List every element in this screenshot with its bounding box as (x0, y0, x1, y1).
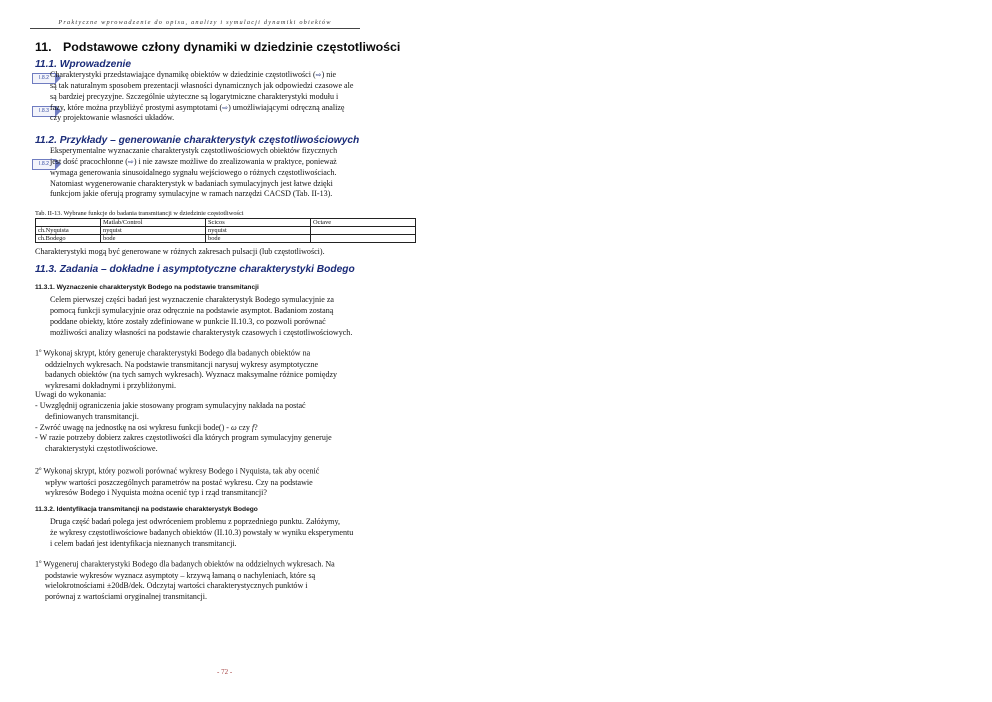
text-line: porównaj z wartościami oryginalnej transmitancji. (45, 592, 208, 602)
text-line: jest dość pracochłonne (⇨) i nie zawsze możliwe do zrealizowania w praktyce, ponieważ (50, 156, 337, 166)
table-row (36, 235, 416, 243)
margin-reference-tag[interactable]: I.8.2 (32, 73, 56, 84)
table-row (36, 227, 416, 235)
text-line: funkcjom jakie oferują programy symulacyjne w ramach narzędzi CACSD (Tab. II-13). (50, 189, 333, 199)
margin-reference-tag[interactable]: I.8.3 (32, 106, 56, 117)
text-line: Natomiast wygenerowanie charakterystyk w badaniach symulacyjnych jest łatwe dzięki (50, 178, 333, 188)
chapter-title: Podstawowe człony dynamiki w dziedzinie częstotliwości (63, 40, 401, 54)
subsection-heading-11-3-1: 11.3.1. Wyznaczenie charakterystyk Bodego na podstawie transmitancji (35, 284, 259, 291)
text-line: fazy, które można przybliżyć prostymi asymptotami (⇨) umożliwiającymi odręczną analizę (50, 102, 345, 112)
text-line: - Zwróć uwagę na jednostkę na osi wykresu funkcji bode() - ω czy f? (35, 422, 258, 432)
text-line: - W razie potrzeby dobierz zakres częstotliwości dla których program symulacyjny generuje (35, 433, 332, 443)
task-number: 1 (35, 348, 40, 358)
section-heading-11-2: 11.2. Przykłady – generowanie charakterystyk częstotliwościowych (35, 135, 360, 146)
document-page (30, 0, 415, 702)
arrow-right-icon[interactable]: ⇨ (127, 157, 134, 166)
text-line: - Uwzględnij ograniczenia jakie stosowany program symulacyjny nakłada na postać (35, 400, 306, 410)
text-line: wymaga generowania sinusoidalnego sygnału wejściowego o różnych częstotliwościach. (50, 167, 337, 177)
table-caption: Tab. II-13. Wybrane funkcje do badania transmitancji w dziedzinie częstotliwości (35, 210, 244, 217)
notes-title: Uwagi do wykonania: (35, 390, 107, 399)
text-line: Charakterystyki przedstawiające dynamikę obiektów w dziedzinie częstotliwości (⇨) nie (50, 70, 337, 79)
running-header: Praktyczne wprowadzenie do opisu, analizy i symulacji dynamiki obiektów (30, 19, 360, 29)
table-cell: Octave (311, 219, 416, 227)
table-cell: bode (206, 235, 311, 243)
subsection-heading-11-3-2: 11.3.2. Identyfikacja transmitancji na podstawie charakterystyk Bodego (35, 506, 258, 513)
text-line: i celem badań jest identyfikacja nieznanych transmitancji. (50, 538, 237, 548)
text-line: pomocą funkcji symulacyjnie oraz odręcznie na podstawie asymptot. Badaniom zostaną (50, 305, 334, 315)
text-line: Celem pierwszej części badań jest wyznaczenie charakterystyk Bodego symulacyjnie za (50, 295, 334, 304)
arrow-right-icon[interactable]: ⇨ (222, 103, 229, 112)
text-line: 1$^o$ Wygeneruj charakterystyki Bodego dla badanych obiektów na oddzielnych wykresach. Na (35, 559, 335, 569)
table-cell: Scicos (206, 219, 311, 227)
text-line: że wykresy częstotliwościowe badanych obiektów (II.10.3) powstały w wyniku eksperymentu (50, 527, 354, 537)
task-number: 1 (35, 559, 40, 569)
text-line: 2$^o$ Wykonaj skrypt, który pozwoli porównać wykresy Bodego i Nyquista, tak aby ocenić (35, 466, 320, 476)
text-line: czy projektowanie własności układów. (50, 113, 175, 123)
text-line: są tak naturalnym sposobem prezentacji własności dynamicznych jak odpowiedzi czasowe ale (50, 80, 354, 90)
subsection-11-3-2-intro (35, 517, 415, 550)
text-line: wykresami dokładnymi i przybliżonymi. (45, 381, 176, 391)
table-cell (311, 227, 416, 235)
text-line: wykresów Bodego i Nyquista można ocenić typ i rząd transmitancji? (45, 488, 267, 498)
task-item (35, 558, 415, 603)
table-cell: ch.Nyquista (36, 227, 101, 235)
functions-table (35, 218, 416, 243)
chapter-heading (35, 40, 415, 54)
table-cell (311, 235, 416, 243)
task-item (35, 347, 415, 392)
section-heading-11-3: 11.3. Zadania – dokładne i asymptotyczne charakterystyki Bodego (35, 264, 355, 275)
text-line: możliwości analizy własności na podstawie charakterystyk czasowych i częstotliwościowych. (50, 327, 353, 337)
text-line: Eksperymentalne wyznaczanie charakterystyk częstotliwościowych obiektów fizycznych (50, 146, 338, 155)
page-number: - 72 - (217, 668, 233, 676)
table-cell: bode (101, 235, 206, 243)
text-line: badanych obiektów (na tych samych wykresach). Wyznacz maksymalne różnice pomiędzy (45, 370, 338, 380)
text-line: podstawie wykresów wyznacz asymptoty – krzywą łamaną o nachyleniach, które są (45, 570, 316, 580)
text-line: poddane obiekty, które zostały zdefiniowane w punkcie II.10.3, co pozwoli porównać (50, 316, 326, 326)
table-cell (36, 219, 101, 227)
table-cell: nyquist (206, 227, 311, 235)
section-heading-11-1: 11.1. Wprowadzenie (35, 59, 132, 70)
arrow-right-icon[interactable]: ⇨ (315, 71, 322, 79)
text-line: 1$^o$ Wykonaj skrypt, który generuje charakterystyki Bodego dla badanych obiektów na (35, 348, 311, 358)
chapter-number: 11. (35, 40, 52, 54)
task-item (35, 465, 415, 499)
text-line: są bardziej precyzyjne. Szczególnie użyteczne są logarytmiczne charakterystyki modułu i (50, 91, 339, 101)
margin-reference-tag[interactable]: I.8.2 (32, 159, 56, 170)
table-cell: Matlab/Control (101, 219, 206, 227)
section-11-2-paragraph (35, 146, 415, 200)
text-line: definiowanych transmitancji. (45, 411, 139, 421)
notes-list (35, 390, 415, 455)
text-line: charakterystyki częstotliwościowe. (45, 444, 158, 454)
text-line: oddzielnych wykresach. Na podstawie transmitancji narysuj wykresy asymptotyczne (45, 359, 319, 369)
text-line: wpływ wartości poszczególnych parametrów na postać wykresu. Czy na podstawie (45, 477, 313, 487)
subsection-11-3-1-intro (35, 295, 415, 338)
text-line: Druga część badań polega jest odwróceniem problemu z poprzedniego punktu. Załóżymy, (50, 517, 340, 526)
table-cell: nyquist (101, 227, 206, 235)
section-11-1-paragraph (35, 70, 415, 124)
table-header-row (36, 219, 416, 227)
text-line: wielokrotnościami ±20dB/dek. Odczytaj wartości charakterystycznych punktów i (45, 581, 308, 591)
table-cell: ch.Bodego (36, 235, 101, 243)
task-number: 2 (35, 466, 40, 476)
after-table-text: Charakterystyki mogą być generowane w różnych zakresach pulsacji (lub częstotliwości). (35, 247, 325, 256)
